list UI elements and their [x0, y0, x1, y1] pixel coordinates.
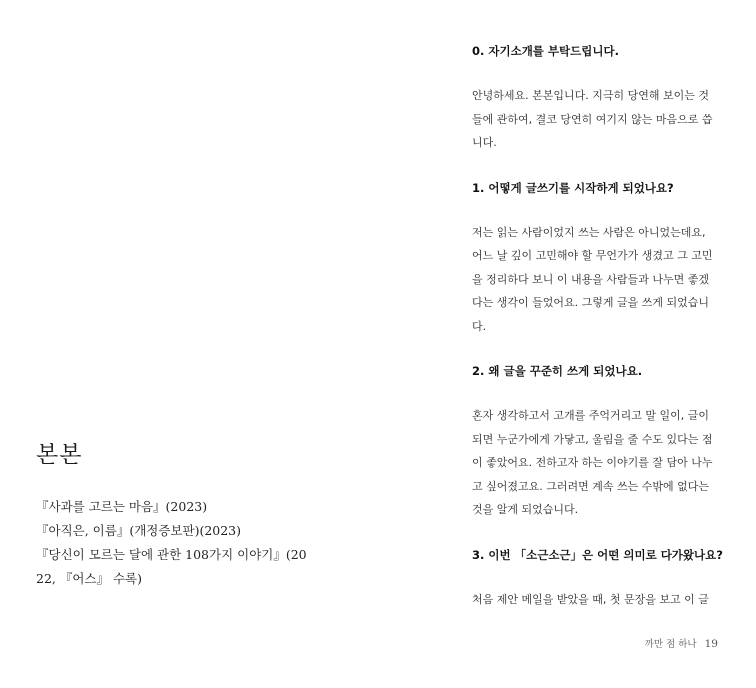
- question-3: 3. 이번 「소근소근」은 어떤 의미로 다가왔나요?: [472, 547, 723, 562]
- answer-line: 들에 관하여, 결코 당연히 여기지 않는 마음으로 씁: [472, 112, 713, 126]
- answer-line: 이 좋았어요. 전하고자 하는 이야기를 잘 담아 나누: [472, 456, 713, 469]
- question-1: 1. 어떻게 글쓰기를 시작하게 되었나요?: [472, 180, 674, 195]
- question-0: 0. 자기소개를 부탁드립니다.: [472, 44, 619, 58]
- answer-1: [472, 221, 720, 339]
- answer-line: 것을 알게 되었습니다.: [472, 503, 579, 516]
- answer-3: [472, 588, 720, 612]
- answer-2: [472, 404, 720, 522]
- answer-line: 을 정리하다 보니 이 내용을 사람들과 나누면 좋겠: [472, 272, 709, 286]
- works-list: [36, 495, 306, 591]
- answer-line: 고 싶어졌고요. 그러려면 계속 쓰는 수밖에 없다는: [472, 479, 709, 493]
- author-name: 본본: [36, 442, 83, 468]
- answer-line: 처음 제안 메일을 받았을 때, 첫 문장을 보고 이 글: [472, 592, 709, 606]
- answer-line: 혼자 생각하고서 고개를 주억거리고 말 일이, 글이: [472, 409, 709, 422]
- work-item: 『당신이 모르는 달에 관한 108가지 이야기』(20: [36, 547, 307, 562]
- work-item: 『사과를 고르는 마음』(2023): [36, 499, 208, 514]
- running-title: 까만 점 하나: [644, 639, 697, 650]
- work-item: 『아직은, 이름』(개정증보판)(2023): [36, 523, 242, 538]
- question-2: 2. 왜 글을 꾸준히 쓰게 되었나요.: [472, 364, 643, 378]
- answer-line: 다는 생각이 들었어요. 그렇게 글을 쓰게 되었습니: [472, 296, 709, 309]
- answer-line: 다.: [472, 319, 487, 333]
- answer-line: 니다.: [472, 136, 497, 149]
- answer-0: [472, 84, 720, 155]
- right-page: [472, 40, 723, 611]
- answer-line: 안녕하세요. 본본입니다. 지극히 당연해 보이는 것: [472, 89, 709, 102]
- answer-line: 되면 누군가에게 가닿고, 울림을 줄 수도 있다는 점: [472, 432, 713, 446]
- page-footer: [645, 636, 718, 650]
- work-item: 22, 『어스』 수록): [36, 571, 143, 586]
- page-number: 19: [704, 638, 718, 650]
- answer-line: 어느 날 깊이 고민해야 할 무언가가 생겼고 그 고민: [472, 249, 713, 262]
- answer-line: 저는 읽는 사람이었지 쓰는 사람은 아니었는데요,: [472, 225, 706, 239]
